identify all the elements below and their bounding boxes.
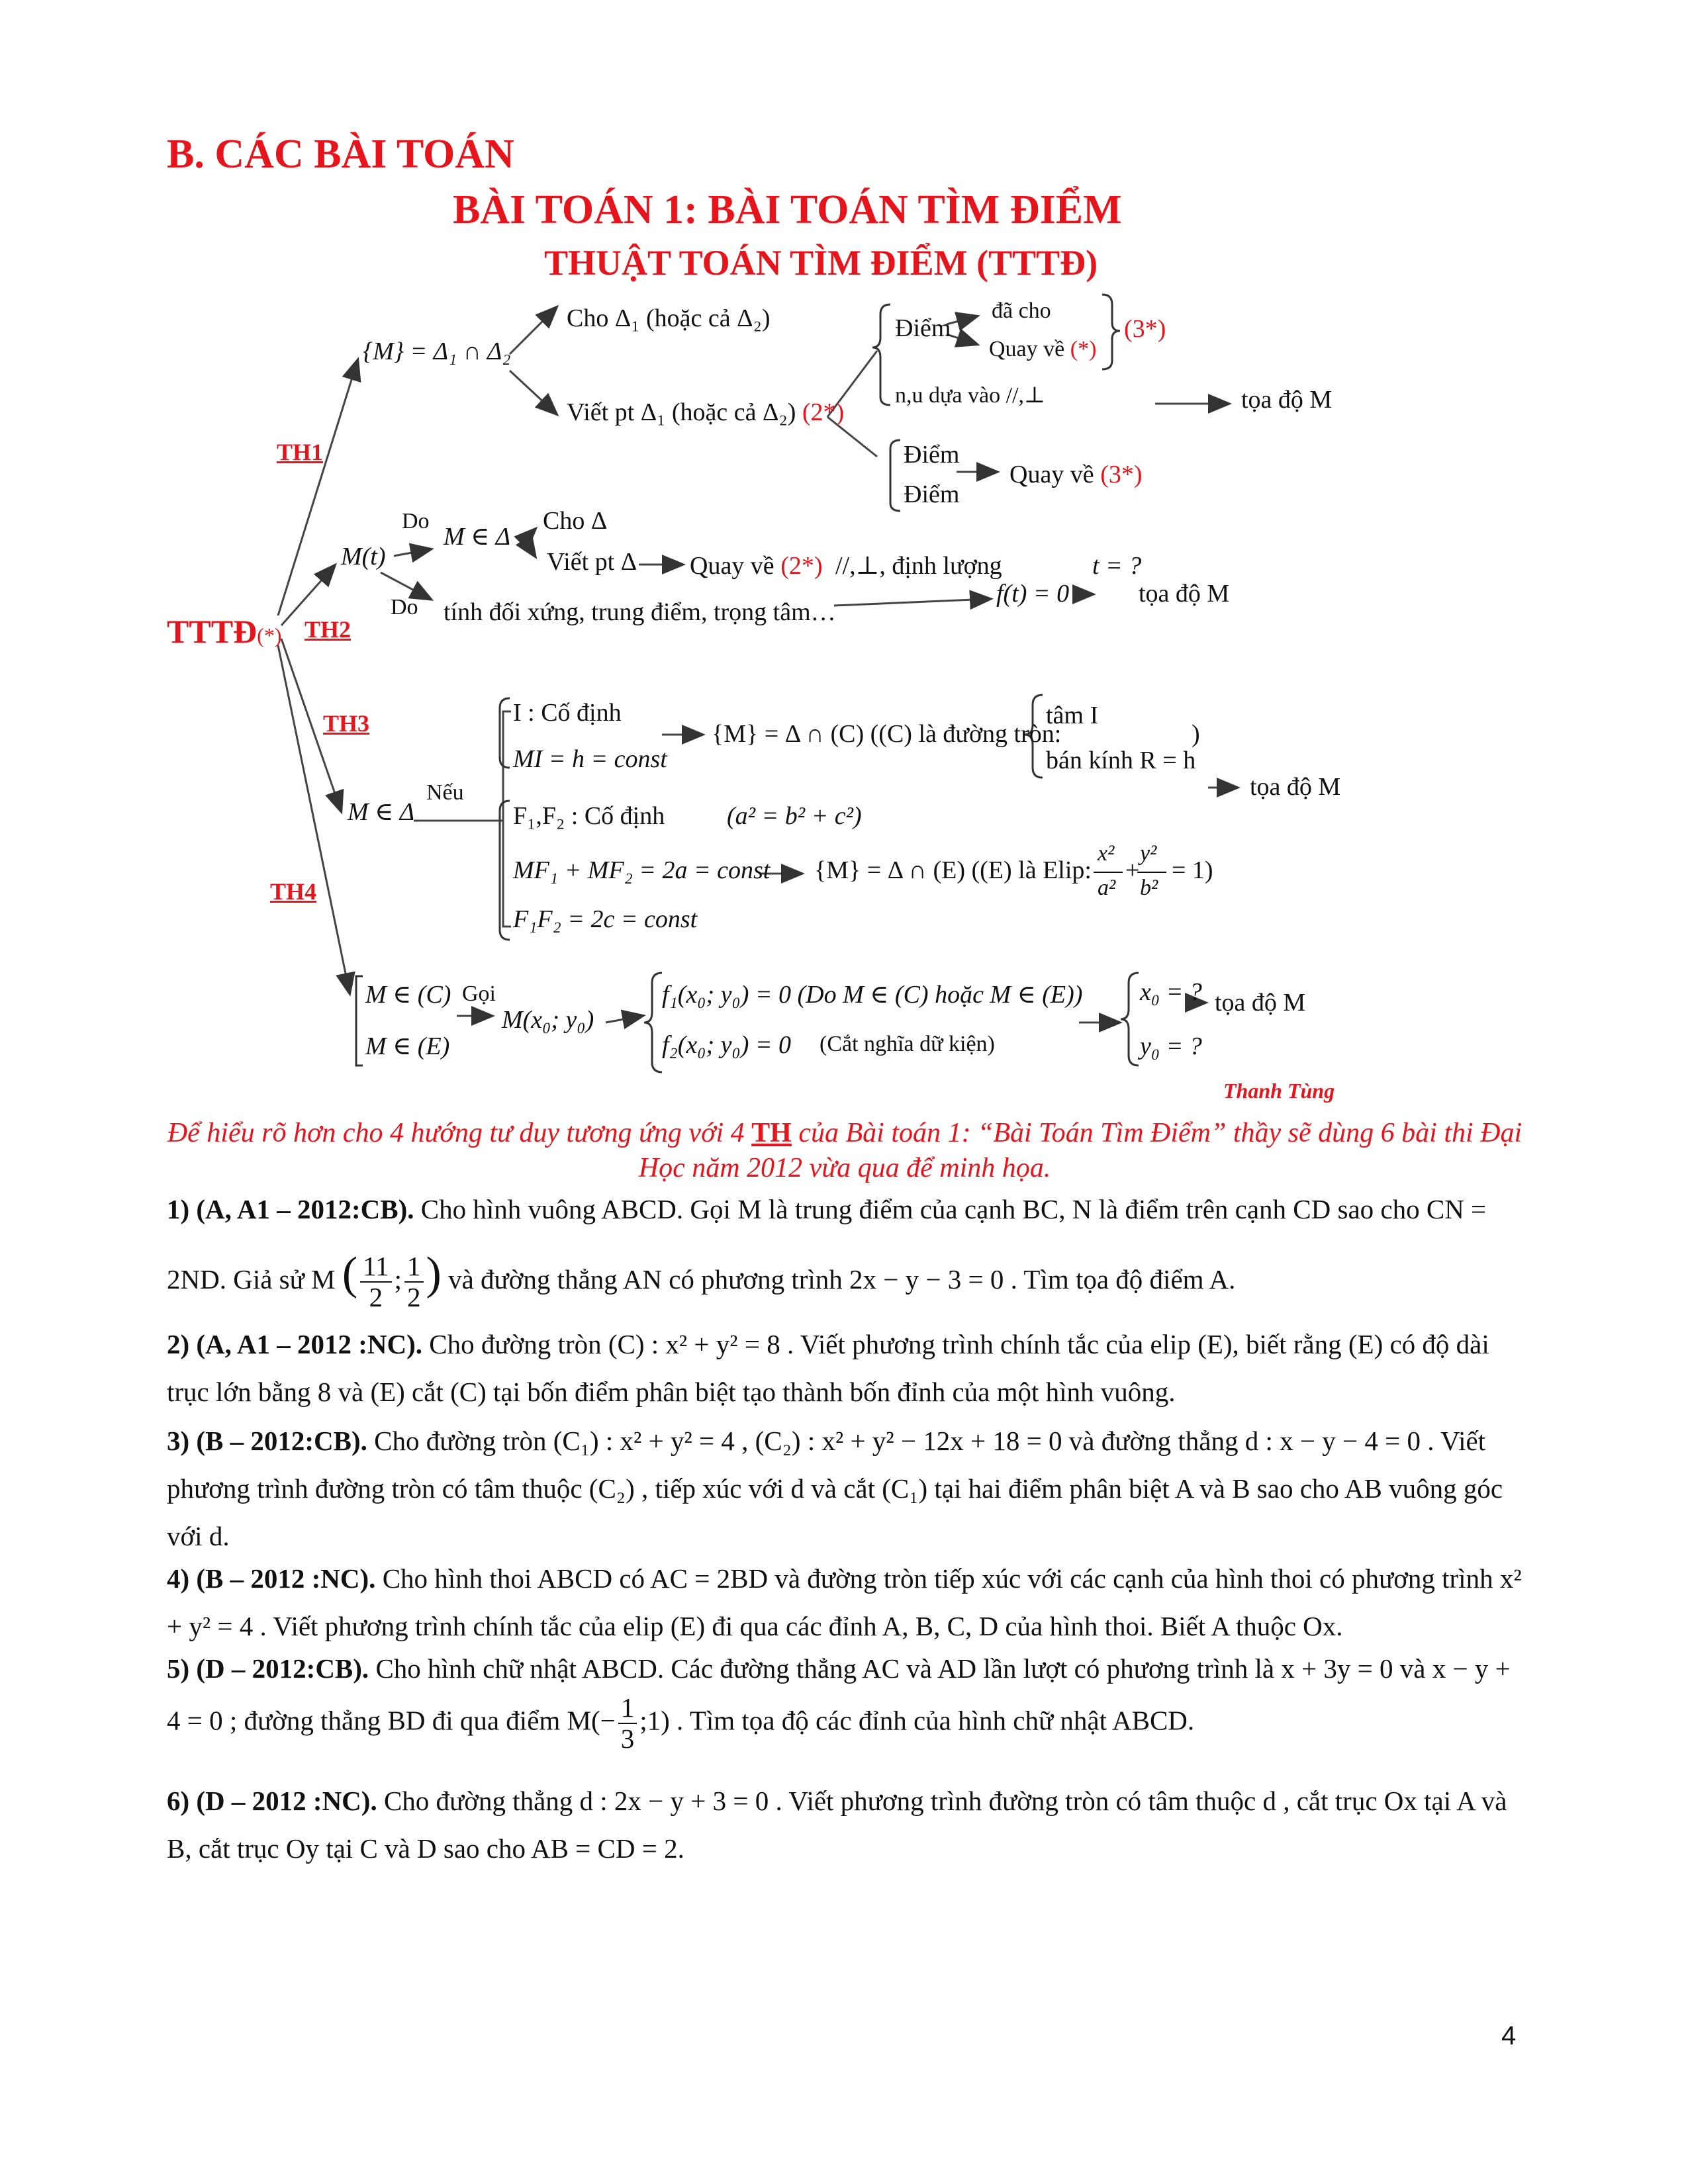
problem-5: 5) (D – 2012:CB). Cho hình chữ nhật ABCD. Các đường thẳng AC và AD lần lượt có phương trình là x + 3y = 0 và x − y + 4 = 0 ; đường thẳng BD đi qua điểm M(− $\frac{1}{3}$ ;1) . Tìm tọa độ các đỉnh của hình chữ nhật ABCD.: [167, 1653, 1511, 1754]
mi-const: MI = h = const: [513, 745, 667, 773]
problem-4: 4) (B – 2012 :NC). Cho hình thoi ABCD có AC = 2BD và đường tròn tiếp xúc với các cạnh của hình thoi có phương trình x² + y² = 4 . Viết phương trình chính tắc của elip (E) đi qua các đỉnh A, B, C, D của hình thoi. Biết A thuộc Ox.: [167, 1563, 1522, 1641]
ellipse-a2: a²: [1098, 876, 1116, 900]
problem-3: 3) (B – 2012:CB). Cho đường tròn (C₁) : x² + y² = 4 , (C₂) : x² + y² − 12x + 18 = 0 và đường thẳng d : x − y − 4 = 0 . Viết phương trình đường tròn có tâm thuộc (C₂) , tiếp xúc với d và cắt (C₁) tại hai điểm phân biệt A và B sao cho AB vuông góc với d.: [167, 1426, 1503, 1551]
ellipse-x2: x²: [1098, 841, 1115, 866]
tam-i: tâm I: [1046, 702, 1099, 729]
nu-vectors: n,u dựa vào //,⊥: [895, 383, 1045, 408]
ban-kinh: bán kính R = h: [1046, 747, 1196, 774]
th2-label: TH2: [305, 616, 352, 643]
ellipse-y2: y²: [1140, 841, 1157, 866]
toa-do-2: tọa độ M: [1139, 580, 1230, 608]
quay-ve-3: Quay về (3*): [1009, 461, 1143, 488]
th3-label: TH3: [323, 710, 370, 737]
page-number: 4: [1501, 2021, 1517, 2050]
m-in-c: M ∈ (C): [365, 981, 451, 1009]
problem-heading: BÀI TOÁN 1: BÀI TOÁN TÌM ĐIỂM: [453, 187, 1122, 232]
y0-question: y₀ = ?: [1140, 1032, 1202, 1060]
th4-label: TH4: [270, 878, 317, 905]
do-label-2: Do: [391, 595, 418, 619]
x0-question: x₀ = ?: [1140, 978, 1202, 1006]
tinh-label: tính đối xứng, trung điểm, trọng tâm…: [444, 598, 836, 626]
f1-eq: f₁(x₀; y₀) = 0 (Do M ∈ (C) hoặc M ∈ (E)): [662, 981, 1083, 1009]
intro-paragraph: Để hiểu rõ hơn cho 4 hướng tư duy tương ứng với 4 TH của Bài toán 1: “Bài Toán Tìm Điểm” thầy sẽ dùng 6 bài thi Đại Học năm 2012 vừa qua để minh họa.: [167, 1118, 1523, 1183]
cho-delta: Cho Δ: [543, 507, 608, 535]
f2-note: (Cắt nghĩa dữ kiện): [820, 1032, 995, 1056]
branch-th1: [278, 361, 357, 615]
m-in-e: M ∈ (E): [365, 1032, 450, 1060]
f-t-eq: f(t) = 0: [996, 580, 1070, 608]
f1f2-const: F₁F₂ = 2c = const: [513, 905, 698, 933]
mf-sum: MF₁ + MF₂ = 2a = const: [513, 856, 771, 884]
m-xy: M(x₀; y₀): [502, 1006, 594, 1034]
mark-3star-1: (3*): [1124, 315, 1166, 343]
branch-th4: [278, 645, 350, 993]
m-in-delta-1: M ∈ Δ: [444, 523, 511, 551]
p1-frac-y: $\frac{1}{2}$: [404, 1251, 424, 1312]
root-node: TTTĐ(*): [167, 613, 282, 650]
goi-label: Gọi: [462, 981, 496, 1006]
th3-node: M ∈ Δ: [348, 798, 415, 826]
diem-2a: Điểm: [904, 441, 960, 469]
th1-node: {M} = Δ₁ ∩ Δ₂: [363, 338, 511, 365]
f2-eq: f₂(x₀; y₀) = 0: [662, 1031, 792, 1059]
p5-frac: $\frac{1}{3}$: [618, 1693, 637, 1754]
da-cho-label: đã cho: [992, 298, 1051, 323]
p1-frac-x: $\frac{11}{2}$: [360, 1251, 391, 1312]
diem-2b: Điểm: [904, 480, 960, 508]
ellipse-b2: b²: [1140, 876, 1158, 900]
th2-node: M(t): [341, 543, 386, 570]
quay-ve-1: Quay về (*): [989, 337, 1097, 361]
m-ellipse: {M} = Δ ∩ (E) ((E) là Elip:: [814, 856, 1092, 884]
do-label-1: Do: [402, 509, 430, 533]
i-co-dinh: I : Cố định: [513, 699, 622, 727]
diem-label: Điểm: [895, 314, 951, 342]
abc-relation: (a² = b² + c²): [727, 802, 862, 830]
th1-viet: Viết pt Δ₁ (hoặc cả Δ₂) (2*): [567, 398, 845, 426]
toa-do-3: tọa độ M: [1250, 773, 1341, 801]
toa-do-1: tọa độ M: [1241, 386, 1333, 414]
ellipse-plus: +: [1125, 856, 1140, 884]
ellipse-eq1: = 1): [1172, 856, 1213, 884]
algorithm-heading: THUẬT TOÁN TÌM ĐIỂM (TTTĐ): [544, 243, 1098, 283]
circle-close-paren: ): [1192, 720, 1200, 748]
problem-6: 6) (D – 2012 :NC). Cho đường thẳng d : 2x − y + 3 = 0 . Viết phương trình đường tròn có tâm thuộc d , cắt trục Ox tại A và B, cắt trục Oy tại C và D sao cho AB = CD = 2.: [167, 1786, 1507, 1864]
author-credit: Thanh Tùng: [1223, 1079, 1335, 1103]
m-circle: {M} = Δ ∩ (C) ((C) là đường tròn:: [712, 720, 1062, 748]
section-heading: B. CÁC BÀI TOÁN: [167, 132, 514, 177]
f1f2-co-dinh: F₁,F₂ : Cố định: [513, 802, 665, 830]
quay-ve-2: Quay về (2*): [690, 552, 823, 580]
th1-label: TH1: [277, 439, 324, 465]
relations: //,⊥, định lượng: [835, 552, 1002, 580]
viet-delta: Viết pt Δ: [547, 548, 637, 576]
t-question: t = ?: [1092, 552, 1142, 580]
problem-2: 2) (A, A1 – 2012 :NC). Cho đường tròn (C) : x² + y² = 8 . Viết phương trình chính tắc của elip (E), biết rằng (E) có độ dài trục lớn bằng 8 và (E) cắt (C) tại bốn điểm phân biệt tạo thành bốn đỉnh của một hình vuông.: [167, 1329, 1489, 1407]
th1-cho: Cho Δ₁ (hoặc cả Δ₂): [567, 304, 771, 332]
neu-label: Nếu: [426, 780, 464, 805]
toa-do-4: tọa độ M: [1215, 989, 1306, 1017]
problem-1: 1) (A, A1 – 2012:CB). Cho hình vuông ABCD. Gọi M là trung điểm của cạnh BC, N là điểm trên cạnh CD sao cho CN = 2ND. Giả sử M ( $\frac{11}{2}$ ; $\frac{1}{2}$ ) và đường thẳng AN có phương trình 2x − y − 3 = 0 . Tìm tọa độ điểm A.: [167, 1194, 1487, 1313]
